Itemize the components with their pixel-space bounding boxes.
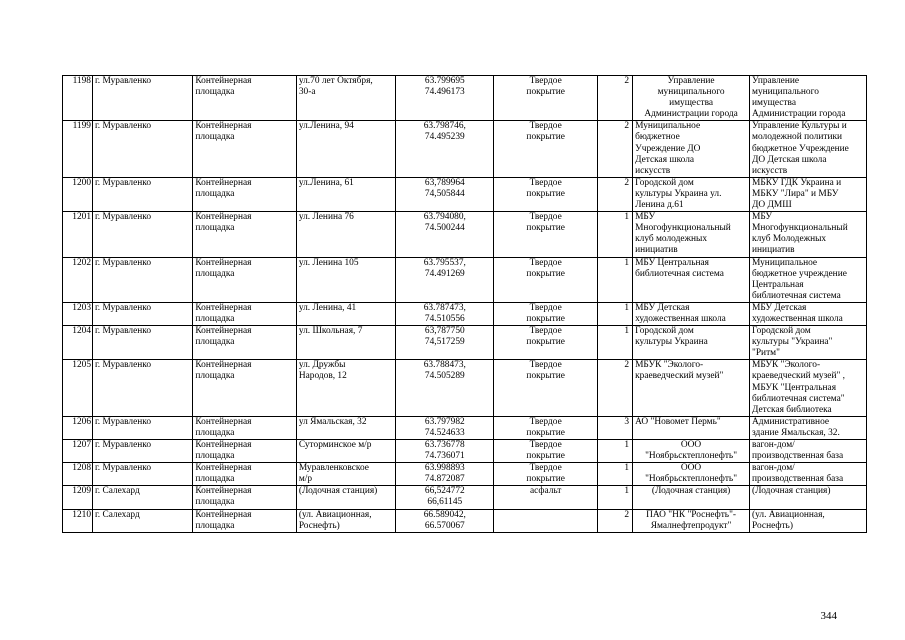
owner-cell-text: МБУ Многофункциональный клуб молодежных инициатив [635,212,731,256]
city-cell [93,463,193,486]
served-objects-cell [750,440,867,463]
row-number-cell-text: 1205 [72,360,91,371]
container-count-cell-text: 1 [624,302,630,313]
city-cell-text: г. Муравленко [95,463,152,474]
container-count-cell [597,302,632,325]
owner-cell-text: (Лодочная станция) [651,486,731,497]
address-cell [296,326,395,360]
container-count-cell [597,486,632,509]
table-row [63,212,867,257]
address-cell [296,177,395,211]
container-count-cell [597,177,632,211]
served-objects-cell [750,121,867,177]
coordinates-cell-text: 63.799695 74.496173 [424,76,465,98]
surface-cell [494,76,597,121]
owner-cell [633,486,750,509]
site-type-cell [193,302,296,325]
table-row [63,257,867,302]
container-count-cell-text: 1 [624,486,630,497]
address-cell-text: ул Ямальская, 32 [298,416,367,427]
address-cell-text: (Лодочная станция) [298,486,378,497]
owner-cell [633,177,750,211]
owner-cell-text: ПАО "НК "Роснефть"- Ямалнефтепродукт" [646,509,737,531]
table-row [63,76,867,121]
row-number-cell [63,326,93,360]
row-number-cell [63,257,93,302]
surface-cell [494,486,597,509]
site-type-cell [193,463,296,486]
coordinates-cell [396,360,494,416]
container-count-cell-text: 2 [624,121,630,132]
registry-table [62,75,867,533]
coordinates-cell-text: 63.797982 74.524633 [424,416,465,438]
site-type-cell-text: Контейнерная площадка [195,212,252,234]
site-type-cell [193,360,296,416]
container-count-cell-text: 3 [624,416,630,427]
row-number-cell-text: 1208 [72,463,91,474]
site-type-cell [193,416,296,439]
container-count-cell-text: 2 [624,360,630,371]
coordinates-cell-text: 63.998893 74.872087 [424,463,465,485]
owner-cell [633,416,750,439]
coordinates-cell-text: 63.787473, 74.510556 [423,302,466,324]
container-count-cell [597,212,632,257]
address-cell-text: ул.Ленина, 61 [298,177,354,188]
address-cell-text: ул.70 лет Октября, 30-а [298,76,373,98]
container-count-cell-text: 2 [624,509,630,520]
coordinates-cell [396,486,494,509]
site-type-cell-text: Контейнерная площадка [195,76,252,98]
row-number-cell [63,486,93,509]
row-number-cell-text: 1198 [72,76,91,86]
address-cell-text: ул. Ленина, 41 [298,302,357,313]
city-cell-text: г. Муравленко [95,76,152,86]
coordinates-cell [396,212,494,257]
address-cell [296,212,395,257]
container-count-cell [597,416,632,439]
row-number-cell [63,76,93,121]
coordinates-cell-text: 66.589042, 66.570067 [423,509,466,531]
address-cell [296,440,395,463]
container-count-cell [597,326,632,360]
container-count-cell-text: 1 [624,212,630,223]
city-cell [93,440,193,463]
coordinates-cell-text: 63,787750 74,517259 [424,326,465,348]
owner-cell-text: Городской дом культуры Украина ул. Ленина д.61 [635,177,722,211]
address-cell-text: Суторминское м/р [298,440,372,450]
container-count-cell-text: 2 [624,177,630,188]
owner-cell [633,509,750,532]
served-objects-cell-text: Городской дом культуры "Украина" "Ритм" [752,326,833,359]
city-cell-text: г. Муравленко [95,416,152,427]
address-cell [296,509,395,532]
container-count-cell [597,509,632,532]
owner-cell-text: Управление муниципального имущества Администрации города [644,76,738,120]
site-type-cell-text: Контейнерная площадка [195,326,252,348]
site-type-cell-text: Контейнерная площадка [195,360,252,382]
table-row [63,360,867,416]
address-cell-text: ул. Школьная, 7 [298,326,363,337]
surface-cell [494,416,597,439]
city-cell [93,257,193,302]
address-cell [296,360,395,416]
city-cell-text: г. Муравленко [95,360,152,371]
container-count-cell [597,463,632,486]
served-objects-cell-text: Муниципальное бюджетное учреждение Центральная библиотечная система [752,257,847,301]
city-cell-text: г. Муравленко [95,177,152,188]
city-cell-text: г. Салехард [95,486,140,497]
city-cell-text: г. Муравленко [95,121,152,132]
row-number-cell [63,416,93,439]
address-cell [296,486,395,509]
surface-cell [494,121,597,177]
served-objects-cell [750,326,867,360]
served-objects-cell-text: МБКУ ГДК Украина и МБКУ "Лира" и МБУ ДО ДМШ [752,177,842,211]
served-objects-cell [750,416,867,439]
served-objects-cell-text: вагон-дом/ производственная база [752,463,844,485]
surface-cell [494,177,597,211]
table-row [63,326,867,360]
served-objects-cell [750,509,867,532]
site-type-cell [193,509,296,532]
coordinates-cell [396,302,494,325]
surface-cell-text: Твердое покрытие [526,177,565,199]
owner-cell [633,360,750,416]
served-objects-cell-text: (ул. Авиационная, Роснефть) [752,509,825,531]
owner-cell [633,463,750,486]
address-cell-text: ул. Дружбы Народов, 12 [298,360,347,382]
surface-cell-text: асфальт [529,486,562,497]
coordinates-cell-text: 63.736778 74.736071 [424,440,465,462]
surface-cell-text: Твердое покрытие [526,302,565,324]
city-cell-text: г. Муравленко [95,257,152,268]
table-row [63,416,867,439]
row-number-cell-text: 1199 [72,121,91,132]
container-count-cell [597,257,632,302]
city-cell-text: г. Салехард [95,509,140,520]
owner-cell-text: ООО "Ноябрьсктеплонефть" [645,440,738,462]
site-type-cell [193,212,296,257]
table-row [63,177,867,211]
city-cell [93,509,193,532]
owner-cell-text: ООО "Ноябрьсктеплонефть" [645,463,738,485]
served-objects-cell-text: Управление Культуры и молодежной политики бюджетное Учреждение ДО Детская школа искусств [752,121,849,176]
coordinates-cell-text: 63,789964 74,505844 [424,177,465,199]
table-row [63,302,867,325]
address-cell-text: ул.Ленина, 94 [298,121,354,132]
surface-cell-text: Твердое покрытие [526,440,565,462]
city-cell-text: г. Муравленко [95,302,152,313]
container-count-cell-text: 2 [624,76,630,86]
table-row [63,121,867,177]
served-objects-cell [750,257,867,302]
owner-cell-text: МБУК "Эколого- краеведческий музей" [635,360,724,382]
surface-cell-text: Твердое покрытие [526,326,565,348]
coordinates-cell [396,416,494,439]
served-objects-cell-text: (Лодочная станция) [752,486,831,497]
container-count-cell [597,121,632,177]
coordinates-cell [396,76,494,121]
city-cell [93,416,193,439]
site-type-cell [193,121,296,177]
surface-cell-text: Твердое покрытие [526,212,565,234]
container-count-cell-text: 1 [624,326,630,337]
owner-cell [633,257,750,302]
row-number-cell-text: 1200 [72,177,91,188]
container-count-cell [597,76,632,121]
city-cell [93,326,193,360]
row-number-cell [63,212,93,257]
table-row [63,463,867,486]
row-number-cell-text: 1206 [72,416,91,427]
row-number-cell [63,302,93,325]
city-cell [93,360,193,416]
coordinates-cell [396,257,494,302]
coordinates-cell-text: 63.788473, 74.505289 [423,360,466,382]
coordinates-cell-text: 66,524772 66,61145 [424,486,465,508]
surface-cell [494,302,597,325]
site-type-cell [193,76,296,121]
address-cell-text: ул. Ленина 105 [298,257,359,268]
surface-cell [494,463,597,486]
city-cell-text: г. Муравленко [95,212,152,223]
city-cell [93,212,193,257]
surface-cell [494,326,597,360]
site-type-cell-text: Контейнерная площадка [195,302,252,324]
owner-cell [633,326,750,360]
container-count-cell-text: 1 [624,440,630,450]
city-cell [93,177,193,211]
served-objects-cell [750,486,867,509]
surface-cell [494,257,597,302]
address-cell-text: ул. Ленина 76 [298,212,354,223]
served-objects-cell-text: МБУК "Эколого- краеведческий музей" , МБУК "Центральная библиотечная система" Детская библиотека [752,360,845,415]
owner-cell [633,212,750,257]
owner-cell-text: АО "Новомет Пермь" [635,416,721,427]
city-cell-text: г. Муравленко [95,440,152,450]
owner-cell-text: Городской дом культуры Украина [635,326,708,348]
city-cell [93,486,193,509]
surface-cell-text: Твердое покрытие [526,463,565,485]
surface-cell [494,509,597,532]
container-count-cell [597,360,632,416]
coordinates-cell-text: 63.795537, 74.491269 [423,257,466,279]
served-objects-cell-text: вагон-дом/ производственная база [752,440,844,462]
site-type-cell [193,177,296,211]
site-type-cell [193,326,296,360]
address-cell-text: Муравленковское м/р [298,463,369,485]
row-number-cell-text: 1207 [72,440,91,450]
owner-cell [633,121,750,177]
served-objects-cell-text: Управление муниципального имущества Администрации города [752,76,846,120]
address-cell [296,257,395,302]
surface-cell-text: Твердое покрытие [526,416,565,438]
served-objects-cell [750,463,867,486]
owner-cell [633,302,750,325]
table-body [63,76,867,533]
row-number-cell [63,121,93,177]
table-row [63,440,867,463]
address-cell [296,302,395,325]
site-type-cell-text: Контейнерная площадка [195,440,252,462]
served-objects-cell-text: МБУ Многофункциональный клуб Молодежных инициатив [752,212,848,256]
coordinates-cell [396,509,494,532]
site-type-cell-text: Контейнерная площадка [195,257,252,279]
row-number-cell [63,463,93,486]
site-type-cell-text: Контейнерная площадка [195,121,252,143]
row-number-cell [63,440,93,463]
container-count-cell-text: 1 [624,463,630,474]
coordinates-cell [396,121,494,177]
address-cell-text: (ул. Авиационная, Роснефть) [298,509,372,531]
coordinates-cell-text: 63.794080, 74.500244 [423,212,466,234]
owner-cell [633,76,750,121]
site-type-cell [193,257,296,302]
row-number-cell [63,177,93,211]
surface-cell-text: Твердое покрытие [526,76,565,98]
row-number-cell-text: 1209 [72,486,91,497]
surface-cell-text: Твердое покрытие [526,257,565,279]
coordinates-cell [396,440,494,463]
owner-cell-text: МБУ Центральная библиотечная система [635,257,724,279]
served-objects-cell [750,212,867,257]
container-count-cell [597,440,632,463]
surface-cell-text: Твердое покрытие [526,360,565,382]
row-number-cell-text: 1210 [72,509,91,520]
served-objects-cell [750,177,867,211]
served-objects-cell [750,76,867,121]
row-number-cell [63,360,93,416]
owner-cell-text: МБУ Детская художественная школа [635,302,726,324]
row-number-cell-text: 1204 [72,326,91,337]
surface-cell [494,440,597,463]
site-type-cell-text: Контейнерная площадка [195,486,252,508]
coordinates-cell [396,326,494,360]
surface-cell-text: Твердое покрытие [526,121,565,143]
row-number-cell-text: 1201 [72,212,91,223]
row-number-cell [63,509,93,532]
row-number-cell-text: 1202 [72,257,91,268]
coordinates-cell-text: 63.798746, 74.495239 [423,121,466,143]
site-type-cell-text: Контейнерная площадка [195,416,252,438]
served-objects-cell [750,360,867,416]
city-cell [93,121,193,177]
owner-cell [633,440,750,463]
served-objects-cell [750,302,867,325]
table-row [63,486,867,509]
container-count-cell-text: 1 [624,257,630,268]
table-row [63,509,867,532]
surface-cell [494,212,597,257]
address-cell [296,121,395,177]
city-cell [93,76,193,121]
address-cell [296,463,395,486]
coordinates-cell [396,463,494,486]
site-type-cell-text: Контейнерная площадка [195,509,252,531]
address-cell [296,76,395,121]
city-cell-text: г. Муравленко [95,326,152,337]
address-cell [296,416,395,439]
row-number-cell-text: 1203 [72,302,91,313]
served-objects-cell-text: Административное здание Ямальская, 32. [752,416,840,438]
coordinates-cell [396,177,494,211]
site-type-cell-text: Контейнерная площадка [195,177,252,199]
surface-cell [494,360,597,416]
site-type-cell [193,440,296,463]
site-type-cell [193,486,296,509]
city-cell [93,302,193,325]
page-number: 344 [820,610,837,622]
served-objects-cell-text: МБУ Детская художественная школа [752,302,843,324]
site-type-cell-text: Контейнерная площадка [195,463,252,485]
owner-cell-text: Муниципальное бюджетное Учреждение ДО Детская школа искусств [635,121,701,176]
